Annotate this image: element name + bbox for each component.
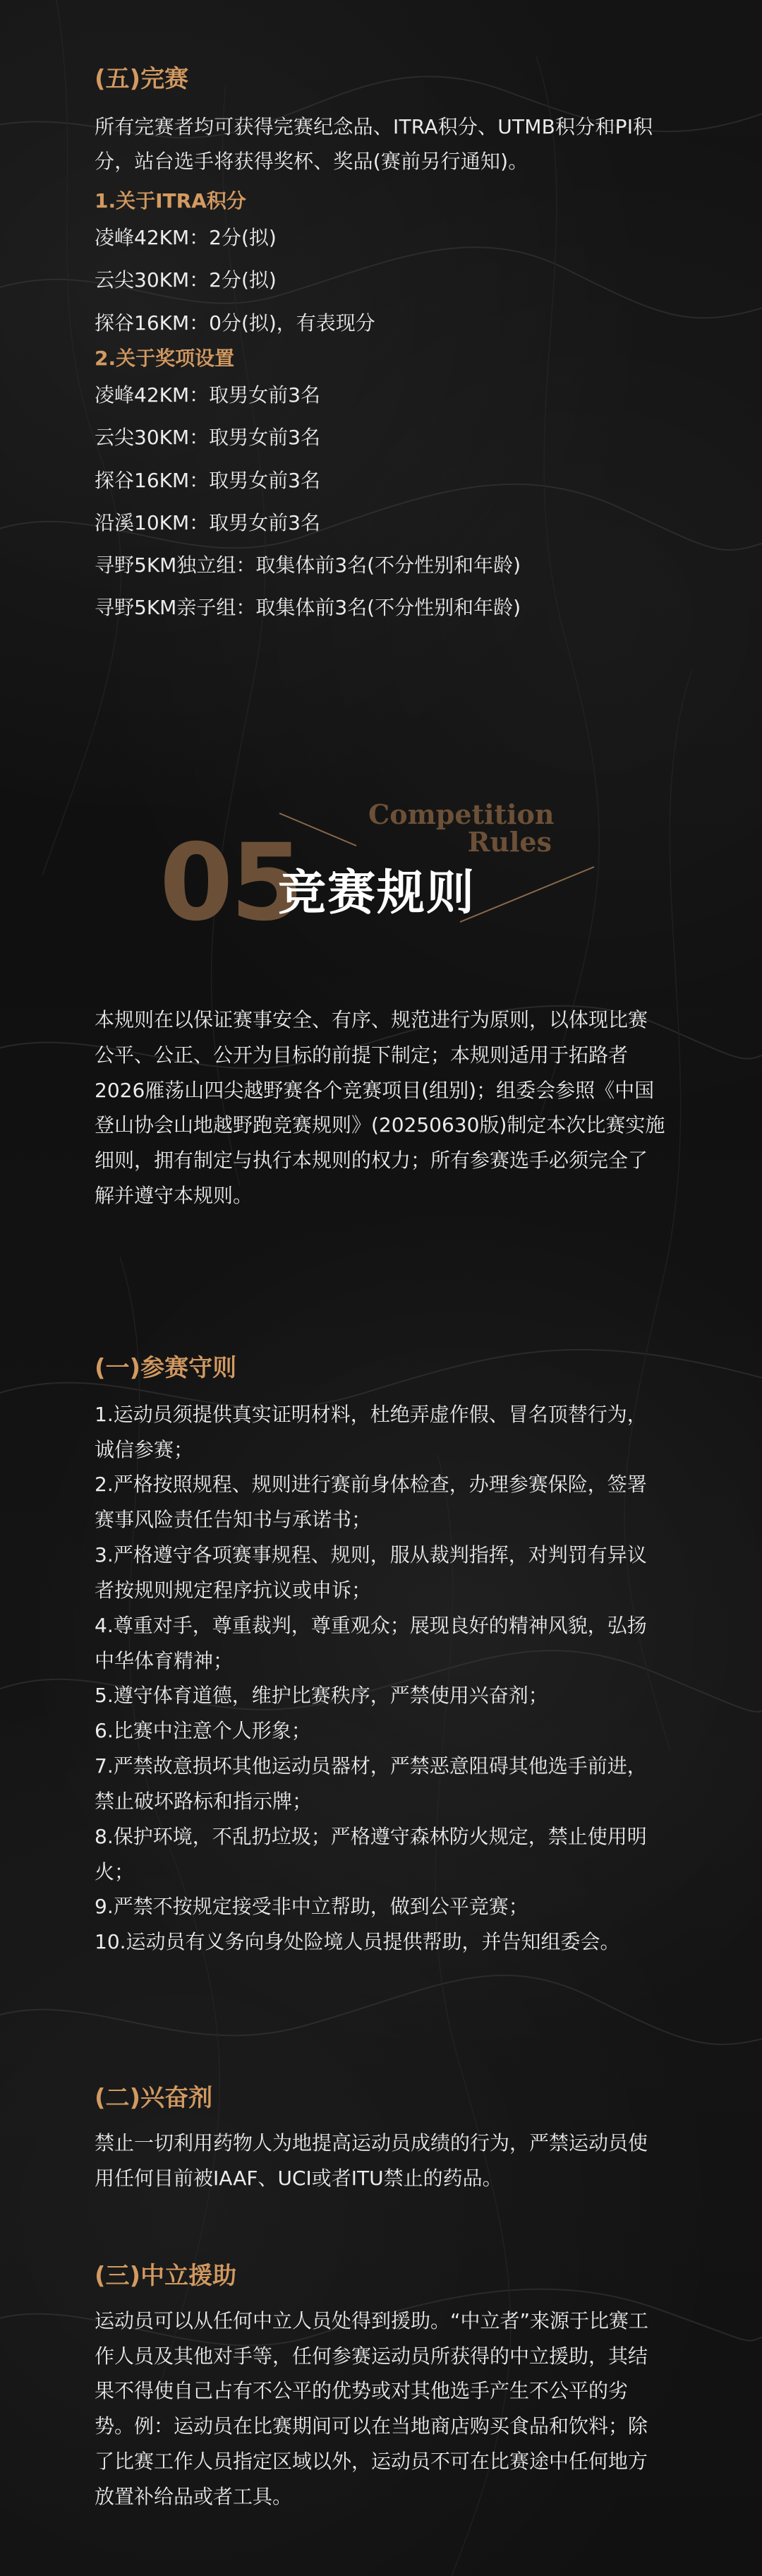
award-item: 云尖30KM：取男女前3名 bbox=[95, 426, 320, 450]
award-setting-heading: 2.关于奖项设置 bbox=[95, 346, 235, 370]
neutral-aid-line: 了比赛工作人员指定区域以外，运动员不可在比赛途中任何地方 bbox=[95, 2450, 648, 2474]
neutral-aid-heading: (三)中立援助 bbox=[95, 2262, 237, 2290]
participation-rule-line: 7.严禁故意损坏其他运动员器材，严禁恶意阻碍其他选手前进， bbox=[95, 1754, 647, 1778]
neutral-aid-section bbox=[95, 2262, 675, 2515]
participation-rule-line: 者按规则规定程序抗议或申诉； bbox=[95, 1578, 372, 1602]
rules-intro-line: 2026雁荡山四尖越野赛各个竞赛项目(组别)；组委会参照《中国 bbox=[95, 1078, 655, 1102]
participation-rule-line: 3.严格遵守各项赛事规程、规则，服从裁判指挥，对判罚有异议 bbox=[95, 1543, 647, 1567]
rules-intro-line: 登山协会山地越野跑竞赛规则》(20250630版)制定本次比赛实施 bbox=[95, 1113, 665, 1137]
participation-rule-line: 赛事风险责任告知书与承诺书； bbox=[95, 1508, 372, 1532]
itra-item: 探谷16KM：0分(拟)，有表现分 bbox=[95, 311, 375, 335]
neutral-aid-line: 势。例：运动员在比赛期间可以在当地商店购买食品和饮料；除 bbox=[95, 2414, 648, 2438]
completion-intro-line-1: 所有完赛者均可获得完赛纪念品、ITRA积分、UTMB积分和PI积 bbox=[95, 114, 653, 138]
participation-rule-line: 火； bbox=[95, 1859, 135, 1883]
doping-section bbox=[95, 2084, 675, 2195]
award-item: 探谷16KM：取男女前3名 bbox=[95, 468, 320, 492]
award-item: 寻野5KM亲子组：取集体前3名(不分性别和年龄) bbox=[95, 596, 521, 620]
rules-intro-line: 解并遵守本规则。 bbox=[95, 1184, 253, 1208]
participation-rule-line: 4.尊重对手，尊重裁判，尊重观众；展现良好的精神风貌，弘扬 bbox=[95, 1613, 647, 1637]
title-decoration-line-right bbox=[460, 867, 594, 922]
completion-heading: (五)完赛 bbox=[95, 65, 189, 93]
itra-points-heading: 1.关于ITRA积分 bbox=[95, 188, 246, 212]
award-item: 凌峰42KM：取男女前3名 bbox=[95, 383, 320, 407]
participation-rule-line: 2.严格按照规程、规则进行赛前身体检查，办理参赛保险，签署 bbox=[95, 1473, 647, 1497]
participation-rules-heading: (一)参赛守则 bbox=[95, 1354, 237, 1382]
award-item: 沿溪10KM：取男女前3名 bbox=[95, 510, 320, 534]
doping-line: 用任何目前被IAAF、UCI或者ITU禁止的药品。 bbox=[95, 2166, 502, 2190]
award-item: 寻野5KM独立组：取集体前3名(不分性别和年龄) bbox=[95, 553, 521, 577]
neutral-aid-line: 果不得使自己占有不公平的优势或对其他选手产生不公平的劣 bbox=[95, 2379, 629, 2403]
rules-intro-section bbox=[95, 1002, 675, 1214]
english-title-line-2: Rules bbox=[467, 825, 552, 858]
participation-rule-line: 1.运动员须提供真实证明材料，杜绝弄虚作假、冒名顶替行为， bbox=[95, 1402, 647, 1426]
neutral-aid-line: 放置补给品或者工具。 bbox=[95, 2484, 293, 2508]
english-title bbox=[368, 798, 555, 858]
participation-rule-line: 10.运动员有义务向身处险境人员提供帮助，并告知组委会。 bbox=[95, 1930, 620, 1954]
neutral-aid-line: 运动员可以从任何中立人员处得到援助。“中立者”来源于比赛工 bbox=[95, 2308, 649, 2332]
participation-rule-line: 9.严禁不按规定接受非中立帮助，做到公平竞赛； bbox=[95, 1895, 528, 1919]
section-main-title: 竞赛规则 bbox=[278, 865, 476, 921]
participation-rule-line: 5.遵守体育道德，维护比赛秩序，严禁使用兴奋剂； bbox=[95, 1684, 548, 1708]
completion-section bbox=[95, 65, 675, 629]
completion-intro-line-2: 分，站台选手将获得奖杯、奖品(赛前另行通知)。 bbox=[95, 149, 528, 173]
rules-intro-line: 本规则在以保证赛事安全、有序、规范进行为原则，以体现比赛 bbox=[95, 1008, 648, 1031]
participation-rule-line: 禁止破坏路标和指示牌； bbox=[95, 1789, 313, 1813]
participation-rule-line: 中华体育精神； bbox=[95, 1648, 234, 1672]
participation-rule-line: 6.比赛中注意个人形象； bbox=[95, 1719, 311, 1743]
rules-intro-line: 细则，拥有制定与执行本规则的权力；所有参赛选手必须完全了 bbox=[95, 1149, 648, 1173]
doping-line: 禁止一切利用药物人为地提高运动员成绩的行为，严禁运动员使 bbox=[95, 2131, 648, 2155]
neutral-aid-line: 作人员及其他对手等，任何参赛运动员所获得的中立援助，其结 bbox=[95, 2344, 648, 2368]
section-number: 05 bbox=[159, 822, 301, 945]
rules-intro-line: 公平、公正、公开为目标的前提下制定；本规则适用于拓路者 bbox=[95, 1043, 629, 1067]
participation-rule-line: 诚信参赛； bbox=[95, 1437, 194, 1461]
itra-item: 云尖30KM：2分(拟) bbox=[95, 268, 277, 292]
participation-rule-line: 8.保护环境，不乱扔垃圾；严格遵守森林防火规定，禁止使用明 bbox=[95, 1824, 647, 1848]
itra-item: 凌峰42KM：2分(拟) bbox=[95, 226, 277, 250]
english-title-line-1: Competition bbox=[368, 798, 555, 830]
participation-rules-section bbox=[95, 1354, 675, 1960]
doping-heading: (二)兴奋剂 bbox=[95, 2084, 213, 2112]
